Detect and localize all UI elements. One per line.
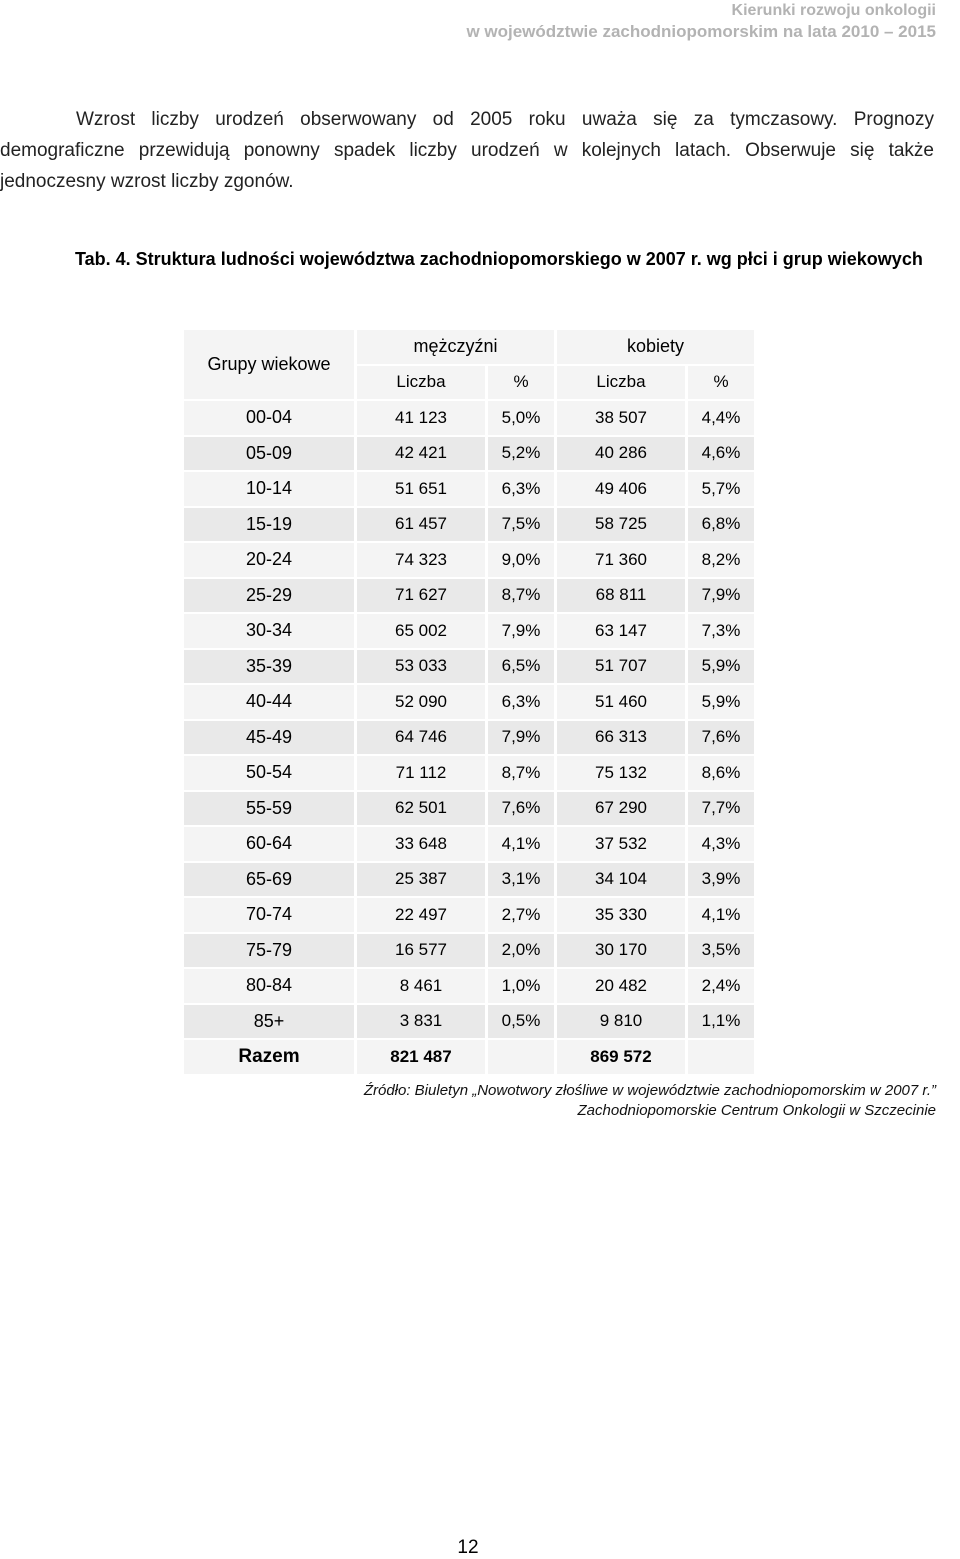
total-women: 869 572 [557, 1040, 685, 1074]
men-count-cell: 71 627 [357, 579, 485, 613]
men-pct-cell: 3,1% [488, 863, 554, 897]
men-pct-cell: 7,9% [488, 721, 554, 755]
men-count-cell: 62 501 [357, 792, 485, 826]
header-women: kobiety [557, 330, 754, 364]
men-count-cell: 53 033 [357, 650, 485, 684]
women-pct-cell: 4,1% [688, 898, 754, 932]
age-cell: 10-14 [184, 472, 354, 506]
women-count-cell: 30 170 [557, 934, 685, 968]
men-pct-cell: 9,0% [488, 543, 554, 577]
women-pct-cell: 7,6% [688, 721, 754, 755]
header-women-pct: % [688, 366, 754, 400]
women-count-cell: 20 482 [557, 969, 685, 1003]
women-count-cell: 37 532 [557, 827, 685, 861]
table-row [184, 508, 754, 542]
men-pct-cell: 7,5% [488, 508, 554, 542]
women-pct-cell: 4,6% [688, 437, 754, 471]
men-count-cell: 42 421 [357, 437, 485, 471]
total-row [184, 1040, 754, 1074]
age-cell: 05-09 [184, 437, 354, 471]
table-row [184, 934, 754, 968]
total-label: Razem [184, 1040, 354, 1074]
table-row [184, 756, 754, 790]
table-row [184, 472, 754, 506]
table-row [184, 1005, 754, 1039]
women-pct-cell: 5,9% [688, 685, 754, 719]
women-count-cell: 51 707 [557, 650, 685, 684]
men-pct-cell: 8,7% [488, 579, 554, 613]
women-count-cell: 58 725 [557, 508, 685, 542]
header-men-count: Liczba [357, 366, 485, 400]
age-cell: 30-34 [184, 614, 354, 648]
men-pct-cell: 2,7% [488, 898, 554, 932]
women-pct-cell: 2,4% [688, 969, 754, 1003]
women-count-cell: 67 290 [557, 792, 685, 826]
table-row [184, 898, 754, 932]
table-row [184, 650, 754, 684]
table-row [184, 614, 754, 648]
men-pct-cell: 1,0% [488, 969, 554, 1003]
table-row [184, 792, 754, 826]
women-count-cell: 71 360 [557, 543, 685, 577]
source-note [364, 1081, 936, 1121]
source-line-1: Źródło: Biuletyn „Nowotwory złośliwe w województwie zachodniopomorskim w 2007 r.” [363, 1082, 936, 1099]
table-row [184, 827, 754, 861]
intro-text: Wzrost liczby urodzeń obserwowany od 2005 roku uważa się za tymczasowy. Prognozy demograficzne przewidują ponowny spadek liczby urodzeń w kolejnych latach. Obserwuje się także jednoczesny wzrost liczby zgonów. [0, 109, 934, 192]
age-cell: 55-59 [184, 792, 354, 826]
table-row [184, 969, 754, 1003]
men-count-cell: 65 002 [357, 614, 485, 648]
women-pct-cell: 5,7% [688, 472, 754, 506]
age-cell: 25-29 [184, 579, 354, 613]
men-pct-cell: 6,3% [488, 685, 554, 719]
age-cell: 00-04 [184, 401, 354, 435]
women-pct-cell: 4,4% [688, 401, 754, 435]
age-cell: 65-69 [184, 863, 354, 897]
table-row [184, 721, 754, 755]
total-men-pct-empty [488, 1040, 554, 1074]
women-pct-cell: 5,9% [688, 650, 754, 684]
age-cell: 85+ [184, 1005, 354, 1039]
age-cell: 60-64 [184, 827, 354, 861]
age-cell: 35-39 [184, 650, 354, 684]
women-count-cell: 40 286 [557, 437, 685, 471]
table-row [184, 685, 754, 719]
running-header-line-2: w województwie zachodniopomorskim na lata 2010 – 2015 [466, 22, 936, 41]
men-count-cell: 64 746 [357, 721, 485, 755]
table-body [184, 401, 754, 1038]
men-count-cell: 71 112 [357, 756, 485, 790]
age-cell: 50-54 [184, 756, 354, 790]
women-count-cell: 35 330 [557, 898, 685, 932]
age-cell: 40-44 [184, 685, 354, 719]
age-cell: 20-24 [184, 543, 354, 577]
header-men: mężczyźni [357, 330, 554, 364]
age-cell: 15-19 [184, 508, 354, 542]
age-cell: 75-79 [184, 934, 354, 968]
men-pct-cell: 2,0% [488, 934, 554, 968]
women-pct-cell: 7,7% [688, 792, 754, 826]
men-pct-cell: 5,0% [488, 401, 554, 435]
men-count-cell: 41 123 [357, 401, 485, 435]
women-count-cell: 34 104 [557, 863, 685, 897]
women-count-cell: 66 313 [557, 721, 685, 755]
running-header-line-1: Kierunki rozwoju onkologii [731, 2, 936, 19]
header-women-count: Liczba [557, 366, 685, 400]
table-row [184, 579, 754, 613]
men-pct-cell: 6,5% [488, 650, 554, 684]
men-count-cell: 16 577 [357, 934, 485, 968]
table-row [184, 437, 754, 471]
men-pct-cell: 0,5% [488, 1005, 554, 1039]
women-count-cell: 38 507 [557, 401, 685, 435]
age-cell: 45-49 [184, 721, 354, 755]
men-count-cell: 51 651 [357, 472, 485, 506]
men-count-cell: 52 090 [357, 685, 485, 719]
women-count-cell: 68 811 [557, 579, 685, 613]
population-table [181, 328, 757, 1076]
header-age-groups: Grupy wiekowe [184, 330, 354, 399]
total-women-pct-empty [688, 1040, 754, 1074]
women-pct-cell: 7,9% [688, 579, 754, 613]
men-pct-cell: 6,3% [488, 472, 554, 506]
women-pct-cell: 6,8% [688, 508, 754, 542]
age-cell: 80-84 [184, 969, 354, 1003]
table-title: Tab. 4. Struktura ludności województwa zachodniopomorskiego w 2007 r. wg płci i grup wiekowych [75, 249, 923, 269]
men-count-cell: 8 461 [357, 969, 485, 1003]
women-pct-cell: 4,3% [688, 827, 754, 861]
men-pct-cell: 4,1% [488, 827, 554, 861]
women-count-cell: 9 810 [557, 1005, 685, 1039]
men-pct-cell: 5,2% [488, 437, 554, 471]
women-count-cell: 63 147 [557, 614, 685, 648]
men-count-cell: 22 497 [357, 898, 485, 932]
header-men-pct: % [488, 366, 554, 400]
men-pct-cell: 7,6% [488, 792, 554, 826]
women-count-cell: 49 406 [557, 472, 685, 506]
men-count-cell: 33 648 [357, 827, 485, 861]
table-row [184, 401, 754, 435]
women-count-cell: 75 132 [557, 756, 685, 790]
men-pct-cell: 7,9% [488, 614, 554, 648]
table-row [184, 863, 754, 897]
men-count-cell: 61 457 [357, 508, 485, 542]
total-men: 821 487 [357, 1040, 485, 1074]
page-number: 12 [457, 1537, 479, 1558]
women-pct-cell: 7,3% [688, 614, 754, 648]
women-pct-cell: 3,9% [688, 863, 754, 897]
source-line-2: Zachodniopomorskie Centrum Onkologii w Szczecinie [577, 1102, 936, 1119]
women-count-cell: 51 460 [557, 685, 685, 719]
women-pct-cell: 3,5% [688, 934, 754, 968]
men-count-cell: 3 831 [357, 1005, 485, 1039]
intro-paragraph [0, 104, 934, 197]
women-pct-cell: 8,2% [688, 543, 754, 577]
women-pct-cell: 1,1% [688, 1005, 754, 1039]
age-cell: 70-74 [184, 898, 354, 932]
running-header [466, 0, 936, 42]
men-count-cell: 25 387 [357, 863, 485, 897]
women-pct-cell: 8,6% [688, 756, 754, 790]
men-count-cell: 74 323 [357, 543, 485, 577]
table-row [184, 543, 754, 577]
men-pct-cell: 8,7% [488, 756, 554, 790]
